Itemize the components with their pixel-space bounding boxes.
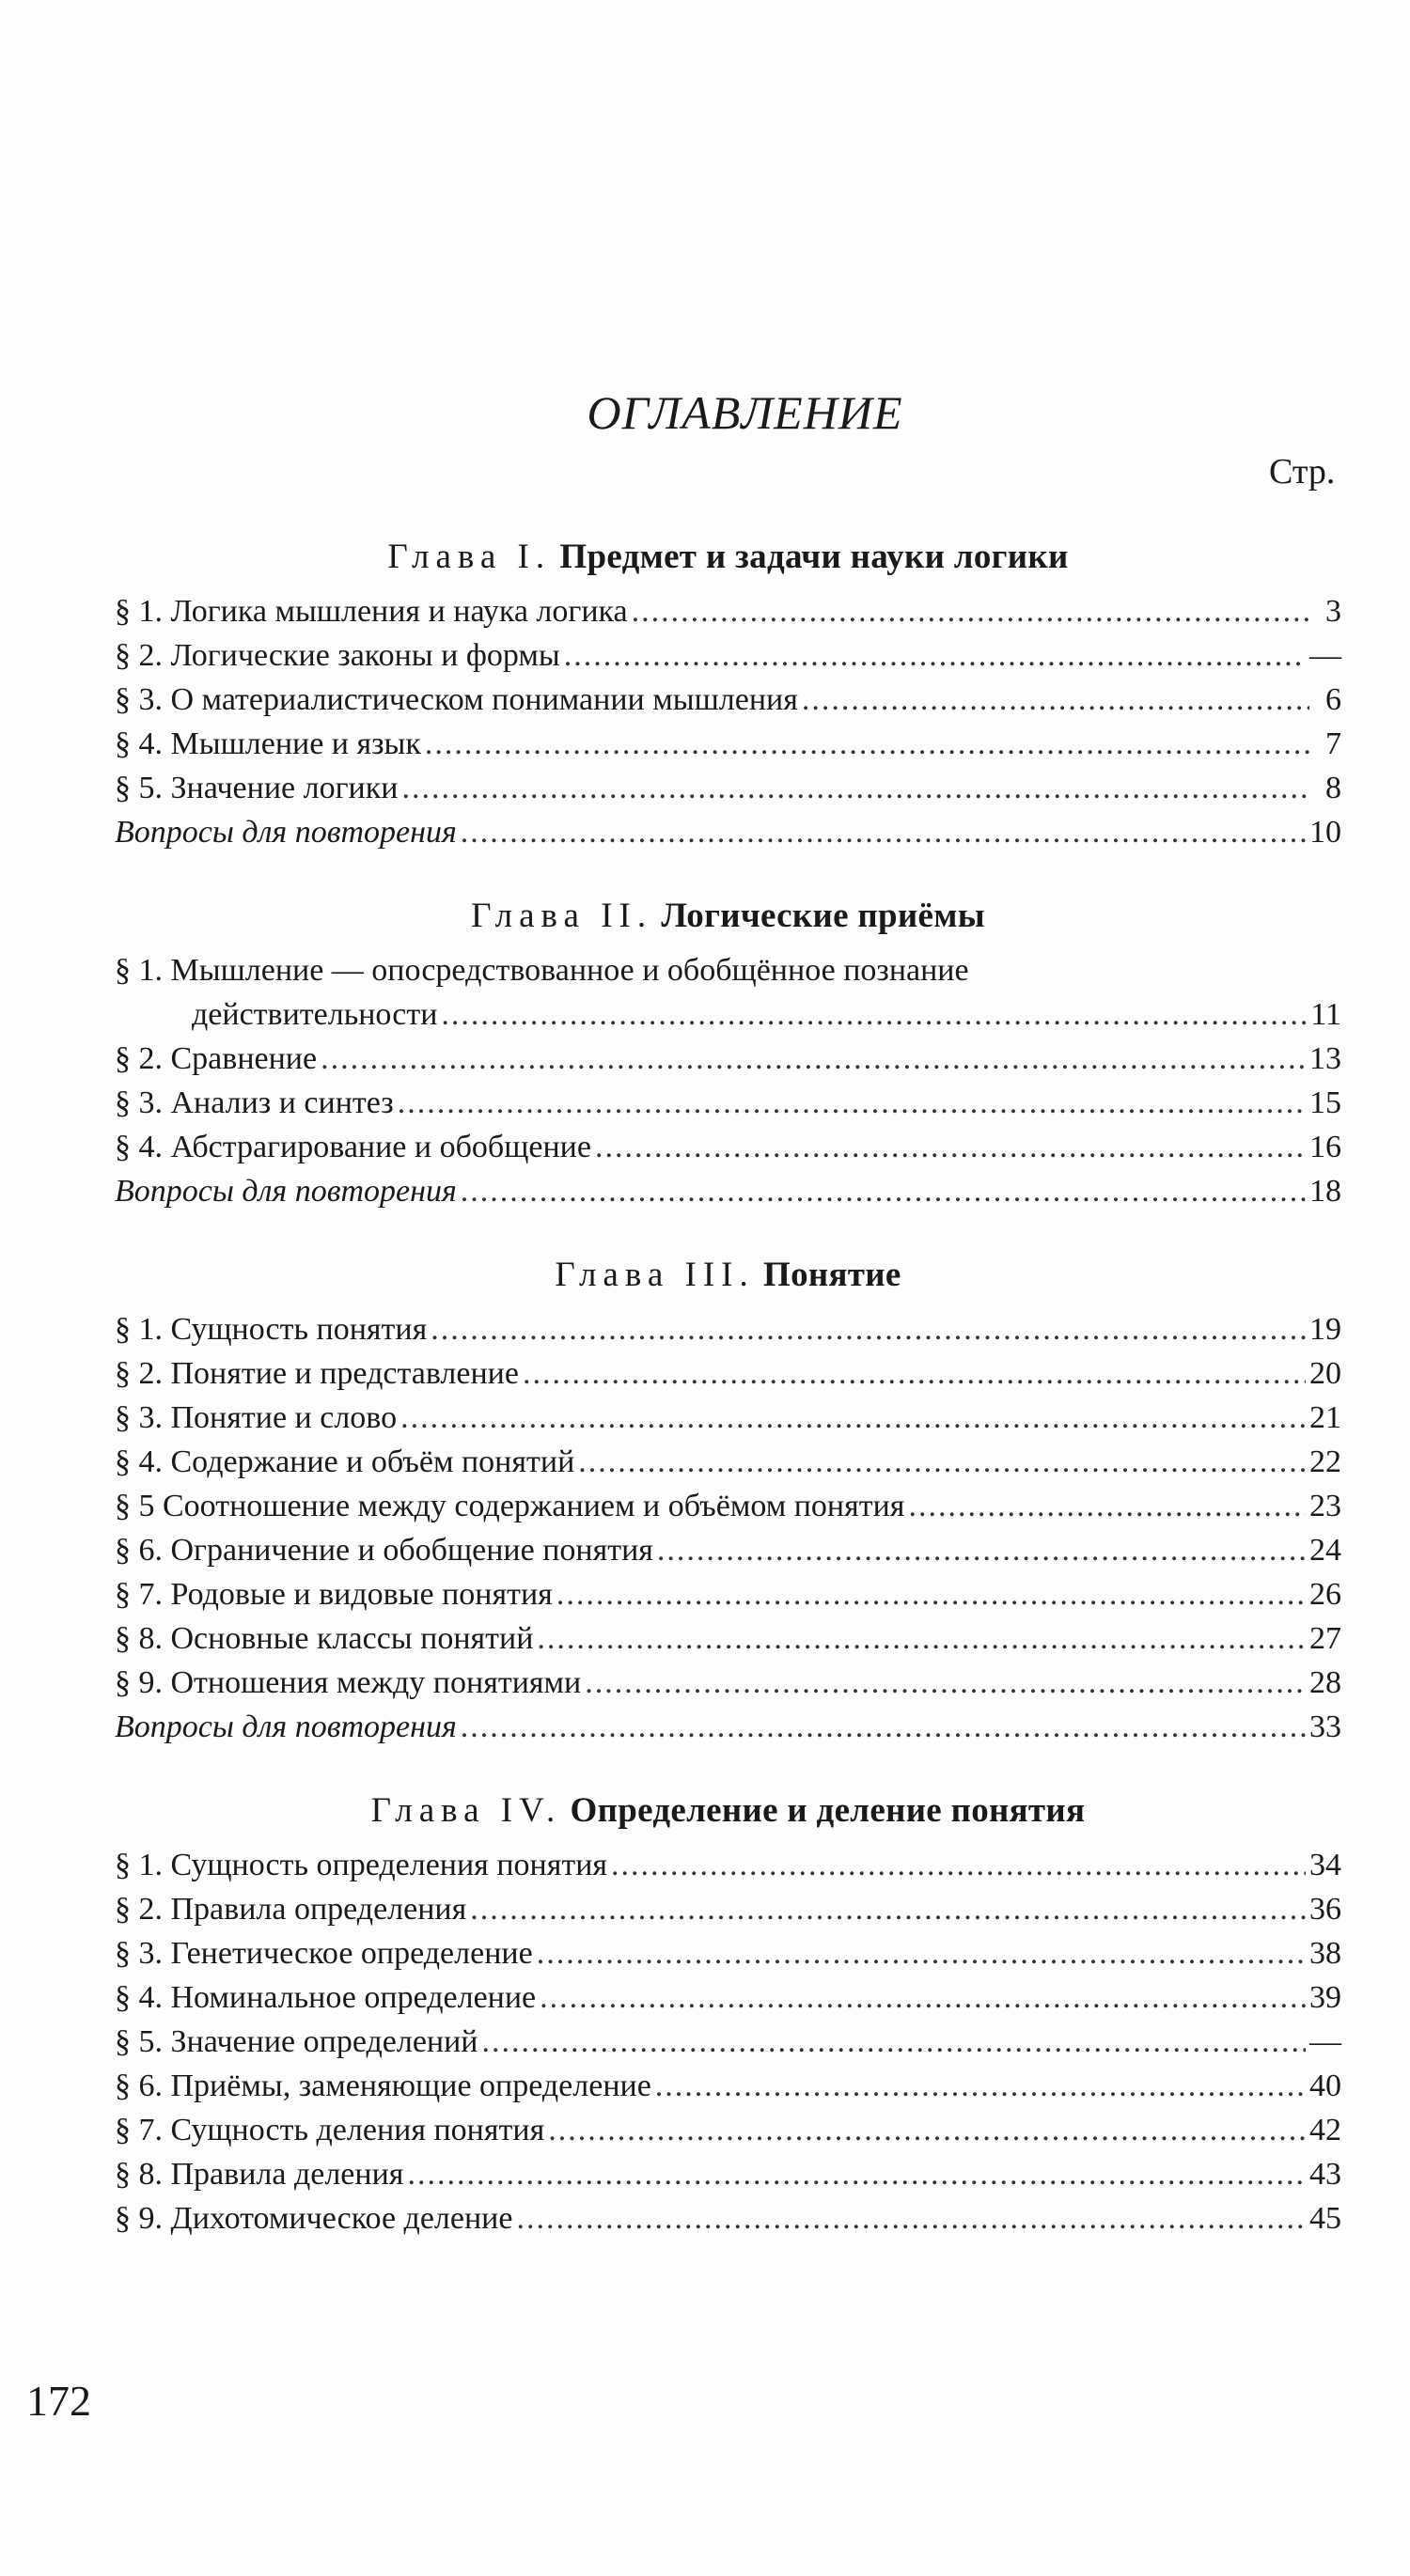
entry-page: 43 — [1309, 2157, 1341, 2192]
entry-page: — — [1309, 638, 1341, 673]
toc-entry[interactable] — [115, 2064, 1341, 2108]
toc-entry[interactable] — [115, 2196, 1341, 2240]
table-of-contents — [115, 531, 1341, 2287]
toc-entry[interactable] — [115, 2020, 1341, 2064]
toc-entry[interactable] — [115, 1616, 1341, 1661]
chapter-4 — [115, 1785, 1341, 2240]
leader-dots — [537, 1616, 1306, 1661]
leader-dots — [461, 810, 1306, 854]
entry-label-line1: § 1. Мышление — опосредствованное и обобщённое познание — [115, 953, 969, 988]
entry-label: § 9. Отношения между понятиями — [115, 1665, 582, 1700]
toc-entry[interactable] — [115, 1931, 1341, 1975]
toc-entry[interactable] — [115, 722, 1341, 766]
entry-page: 26 — [1309, 1577, 1341, 1612]
page-number: 172 — [26, 2377, 91, 2425]
toc-entry[interactable] — [115, 1125, 1341, 1169]
chapter-heading — [115, 1249, 1341, 1302]
entry-label: § 5 Соотношение между содержанием и объёмом понятия — [115, 1489, 905, 1523]
toc-entry[interactable] — [115, 2152, 1341, 2196]
entry-page: 8 — [1325, 771, 1341, 805]
leader-dots — [595, 1125, 1306, 1169]
toc-entry[interactable] — [115, 1887, 1341, 1931]
entry-label: § 4. Номинальное определение — [115, 1980, 537, 2015]
chapter-heading — [115, 531, 1341, 584]
leader-dots — [548, 2108, 1306, 2152]
chapter-number: Глава IV. — [370, 1791, 562, 1830]
entry-label: Вопросы для повторения — [115, 815, 457, 850]
leader-dots — [321, 1037, 1306, 1081]
entry-label: § 2. Сравнение — [115, 1041, 318, 1076]
entry-label: § 6. Приёмы, заменяющие определение — [115, 2069, 651, 2103]
entry-label: § 3. Анализ и синтез — [115, 1085, 394, 1120]
entry-page: 23 — [1309, 1489, 1341, 1523]
entry-label: § 9. Дихотомическое деление — [115, 2201, 513, 2236]
leader-dots — [540, 1975, 1306, 2020]
entry-page: 27 — [1309, 1621, 1341, 1656]
entry-page: 13 — [1309, 1041, 1341, 1076]
entry-label: § 5. Значение определений — [115, 2024, 478, 2059]
leader-dots — [632, 589, 1309, 633]
entry-label: § 1. Сущность понятия — [115, 1312, 428, 1347]
entry-page: 38 — [1309, 1936, 1341, 1971]
entry-label: Вопросы для повторения — [115, 1710, 457, 1744]
entry-page: 16 — [1309, 1130, 1341, 1164]
toc-entry[interactable] — [115, 1081, 1341, 1125]
toc-entry[interactable] — [115, 2108, 1341, 2152]
entry-label: § 4. Абстрагирование и обобщение — [115, 1130, 591, 1164]
toc-entry[interactable] — [115, 1572, 1341, 1616]
entry-page: 10 — [1309, 815, 1341, 850]
entry-label-line2: действительности — [192, 997, 438, 1032]
entry-label: § 2. Правила определения — [115, 1892, 467, 1927]
toc-entry[interactable] — [115, 948, 1341, 1037]
leader-dots — [585, 1661, 1306, 1705]
leader-dots — [398, 1081, 1306, 1125]
toc-entry-review-questions[interactable] — [115, 810, 1341, 854]
entry-label: § 8. Основные классы понятий — [115, 1621, 534, 1656]
toc-entry[interactable] — [115, 766, 1341, 810]
entry-label: § 1. Сущность определения понятия — [115, 1848, 608, 1882]
entry-label: § 2. Понятие и представление — [115, 1356, 519, 1391]
leader-dots — [655, 2064, 1306, 2108]
entry-page: 19 — [1309, 1312, 1341, 1347]
toc-entry[interactable] — [115, 1037, 1341, 1081]
page-title: ОГЛАВЛЕНИЕ — [587, 386, 903, 439]
leader-dots — [578, 1440, 1306, 1484]
leader-dots — [657, 1528, 1306, 1572]
toc-entry[interactable] — [115, 1528, 1341, 1572]
chapter-number: Глава II. — [471, 897, 653, 935]
leader-dots — [461, 1169, 1306, 1213]
toc-entry[interactable] — [115, 1843, 1341, 1887]
entry-label: § 3. Генетическое определение — [115, 1936, 533, 1971]
toc-entry[interactable] — [115, 1975, 1341, 2020]
chapter-1 — [115, 531, 1341, 854]
toc-entry[interactable] — [115, 1307, 1341, 1351]
entry-page: 45 — [1309, 2201, 1341, 2236]
leader-dots — [400, 1396, 1306, 1440]
entry-page: 33 — [1309, 1710, 1341, 1744]
entry-label: § 3. О материалистическом понимании мышления — [115, 682, 798, 717]
leader-dots — [556, 1572, 1306, 1616]
entry-label: § 5. Значение логики — [115, 771, 399, 805]
leader-dots — [407, 2152, 1306, 2196]
toc-entry[interactable] — [115, 633, 1341, 678]
entry-label: § 8. Правила деления — [115, 2157, 404, 2192]
entry-page: 6 — [1325, 682, 1341, 717]
leader-dots — [908, 1484, 1306, 1528]
entry-label: Вопросы для повторения — [115, 1174, 457, 1209]
leader-dots — [537, 1931, 1306, 1975]
toc-entry-review-questions[interactable] — [115, 1705, 1341, 1749]
entry-label: § 7. Родовые и видовые понятия — [115, 1577, 553, 1612]
entry-page: 34 — [1309, 1848, 1341, 1882]
leader-dots — [401, 766, 1309, 810]
entry-page: 20 — [1309, 1356, 1341, 1391]
chapter-3 — [115, 1249, 1341, 1749]
entry-page: 22 — [1309, 1444, 1341, 1479]
chapter-number: Глава I. — [387, 538, 552, 576]
leader-dots — [470, 1887, 1306, 1931]
chapter-number: Глава III. — [555, 1256, 755, 1294]
leader-dots — [516, 2196, 1306, 2240]
toc-entry[interactable] — [115, 589, 1341, 633]
toc-entry-review-questions[interactable] — [115, 1169, 1341, 1213]
leader-dots — [441, 992, 1307, 1037]
leader-dots — [461, 1705, 1306, 1749]
entry-label: § 6. Ограничение и обобщение понятия — [115, 1533, 653, 1568]
entry-page: 15 — [1309, 1085, 1341, 1120]
chapter-name: Логические приёмы — [661, 897, 985, 935]
toc-entry[interactable] — [115, 1440, 1341, 1484]
page-column-label: Стр. — [1269, 452, 1336, 492]
chapter-name: Предмет и задачи науки логики — [559, 538, 1069, 576]
entry-page: 36 — [1309, 1892, 1341, 1927]
entry-page: 21 — [1309, 1400, 1341, 1435]
chapter-heading — [115, 1785, 1341, 1837]
entry-page: 28 — [1309, 1665, 1341, 1700]
toc-entry[interactable] — [115, 678, 1341, 722]
leader-dots — [431, 1307, 1306, 1351]
entry-page: 3 — [1325, 594, 1341, 629]
leader-dots — [802, 678, 1309, 722]
entry-label: § 2. Логические законы и формы — [115, 638, 560, 673]
entry-label: § 3. Понятие и слово — [115, 1400, 398, 1435]
entry-label: § 7. Сущность деления понятия — [115, 2113, 545, 2147]
entry-page: 7 — [1325, 726, 1341, 761]
leader-dots — [425, 722, 1309, 766]
chapter-2 — [115, 890, 1341, 1213]
entry-page: 18 — [1309, 1174, 1341, 1209]
entry-page: 39 — [1309, 1980, 1341, 2015]
chapter-name: Определение и деление понятия — [570, 1791, 1086, 1830]
toc-entry[interactable] — [115, 1396, 1341, 1440]
leader-dots — [564, 633, 1306, 678]
toc-entry[interactable] — [115, 1661, 1341, 1705]
toc-entry[interactable] — [115, 1351, 1341, 1396]
entry-page: — — [1309, 2024, 1341, 2059]
chapter-heading — [115, 890, 1341, 943]
leader-dots — [611, 1843, 1306, 1887]
toc-entry[interactable] — [115, 1484, 1341, 1528]
entry-label: § 4. Мышление и язык — [115, 726, 421, 761]
chapter-name: Понятие — [762, 1256, 901, 1294]
leader-dots — [482, 2020, 1306, 2064]
entry-page: 11 — [1310, 997, 1341, 1032]
entry-page: 40 — [1309, 2069, 1341, 2103]
leader-dots — [523, 1351, 1306, 1396]
entry-label: § 1. Логика мышления и наука логика — [115, 594, 628, 629]
entry-page: 24 — [1309, 1533, 1341, 1568]
entry-label: § 4. Содержание и объём понятий — [115, 1444, 575, 1479]
entry-page: 42 — [1309, 2113, 1341, 2147]
